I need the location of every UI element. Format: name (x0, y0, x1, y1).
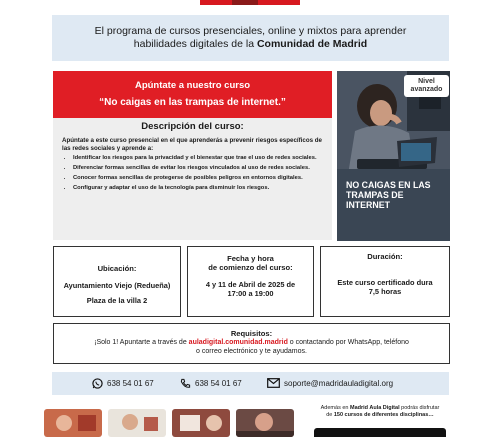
description-list (62, 155, 323, 192)
requirements-line-1: ¡Solo 1! Apuntarte a través de auladigital.comunidad.madrid o contactando por WhatsApp, teléfono (94, 339, 409, 346)
level-badge: Nivel avanzado (404, 75, 449, 97)
program-banner (52, 15, 449, 61)
schedule-dates: 4 y 11 de Abril de 2025 de (205, 280, 296, 289)
schedule-title-2: de comienzo del curso: (208, 263, 293, 272)
image-caption: NO CAIGAS EN LAS TRAMPAS DE INTERNET (346, 180, 431, 210)
phone-number: 638 54 01 67 (195, 379, 242, 388)
signup-header (53, 71, 332, 118)
phone-icon (180, 378, 191, 389)
requirements-box (53, 323, 450, 364)
email-address: soporte@madridauladigital.org (284, 378, 394, 388)
whatsapp-contact[interactable] (92, 378, 154, 389)
schedule-card (187, 246, 314, 317)
contact-bar (52, 372, 449, 395)
location-address: Plaza de la villa 2 (86, 296, 148, 305)
whatsapp-icon (92, 378, 103, 389)
duration-line-1: Este curso certificado dura (337, 278, 433, 287)
signup-line-1: Apúntate a nuestro curso (134, 80, 251, 91)
thumbnail-image (236, 409, 294, 437)
thumbnail-image (44, 409, 102, 437)
thumbnail-image (108, 409, 166, 437)
location-title: Ubicación: (97, 264, 137, 273)
requirements-line-2: o correo electrónico y te ayudamos. (196, 348, 307, 355)
list-item: • Configurar y adaptar el uso de la tecnología para disminuir los riesgos. (73, 185, 323, 192)
more-courses-text: Además en Madrid Aula Digital podrás disfrutar de 150 cursos de diferentes disciplinas… (320, 405, 440, 418)
duration-title: Duración: (367, 252, 403, 261)
course-thumbnail[interactable] (108, 409, 166, 437)
list-item: • Identificar los riesgos para la privacidad y el bienestar que trae el uso de redes sociales. (73, 155, 323, 162)
duration-card (320, 246, 450, 317)
course-thumbnail[interactable] (44, 409, 102, 437)
schedule-title-1: Fecha y hora (227, 254, 274, 263)
description-intro: Apúntate a este curso presencial en el que aprenderás a prevenir riesgos específicos de las redes sociales y aprende a: (62, 137, 322, 152)
schedule-time: 17:00 a 19:00 (227, 289, 274, 298)
auladigital-link[interactable]: auladigital.comunidad.madrid (188, 339, 288, 346)
list-item: • Diferenciar formas sencillas de evitar los riesgos vinculados al uso de redes sociales. (73, 165, 323, 172)
duration-line-2: 7,5 horas (368, 287, 402, 296)
course-thumbnail[interactable] (236, 409, 294, 437)
course-title: “No caigas en las trampas de internet.” (99, 97, 286, 108)
banner-line-1: El programa de cursos presenciales, online y mixtos para aprender (94, 25, 407, 37)
location-card (53, 246, 181, 317)
banner-line-2: habilidades digitales de la Comunidad de Madrid (133, 38, 368, 50)
email-contact[interactable] (267, 378, 393, 388)
course-thumbnail[interactable] (172, 409, 230, 437)
email-icon (267, 378, 280, 388)
phone-contact[interactable] (180, 378, 242, 389)
requirements-title: Requisitos: (230, 329, 273, 338)
whatsapp-number: 638 54 01 67 (107, 379, 154, 388)
location-venue: Ayuntamiento Viejo (Redueña) (63, 281, 171, 290)
description-title: Descripción del curso: (141, 121, 244, 132)
course-description (53, 118, 332, 240)
device-mockup (314, 428, 446, 437)
top-brand-mark (232, 0, 258, 5)
banner-region: Comunidad de Madrid (256, 38, 368, 50)
thumbnail-image (172, 409, 230, 437)
list-item: • Conocer formas sencillas de protegerse de posibles peligros en entornos digitales. (73, 175, 323, 182)
